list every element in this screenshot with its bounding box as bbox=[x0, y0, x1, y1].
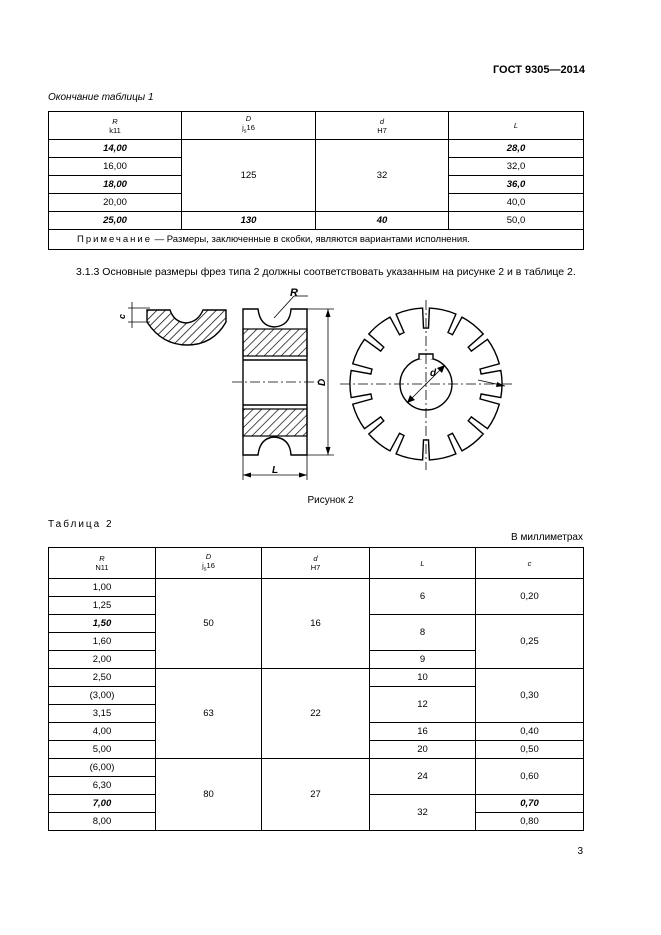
table2-header-row bbox=[49, 548, 584, 579]
table2-cell-r: 3,15 bbox=[49, 705, 156, 723]
table1-cell-l: 32,0 bbox=[449, 158, 584, 176]
table1-header-r: R k11 bbox=[49, 112, 182, 140]
table2-cell-l: 32 bbox=[370, 795, 476, 831]
label-c: c bbox=[117, 313, 127, 319]
table1-cell-l: 50,0 bbox=[449, 212, 584, 230]
table2-cell-c: 0,40 bbox=[476, 723, 584, 741]
table2-cell-r: (3,00) bbox=[49, 687, 156, 705]
table-2 bbox=[48, 547, 584, 831]
cutter-front-view bbox=[340, 300, 512, 470]
table1-cell-d: 40 bbox=[316, 212, 449, 230]
table1-cell-r: 16,00 bbox=[49, 158, 182, 176]
table1-cell-l: 28,0 bbox=[449, 140, 584, 158]
tooth-profile-detail bbox=[117, 302, 226, 345]
table1-cell-l: 36,0 bbox=[449, 176, 584, 194]
document-code: ГОСТ 9305—2014 bbox=[492, 64, 585, 76]
page-number: 3 bbox=[577, 846, 583, 857]
cutter-side-view bbox=[232, 287, 334, 480]
table2-cell-r: 1,60 bbox=[49, 633, 156, 651]
table1-header-d-outer: D $j_s16$ bbox=[182, 112, 316, 140]
table2-cell-l: 10 bbox=[370, 669, 476, 687]
table-row bbox=[49, 669, 584, 687]
table2-cell-d: 16 bbox=[262, 579, 370, 669]
label-d: d bbox=[430, 368, 437, 379]
table2-cell-c: 0,60 bbox=[476, 759, 584, 795]
table2-cell-r: 2,50 bbox=[49, 669, 156, 687]
figure-2-caption: Рисунок 2 bbox=[307, 495, 354, 506]
table2-cell-D: 80 bbox=[156, 759, 262, 831]
table1-cell-r: 14,00 bbox=[49, 140, 182, 158]
table2-cell-l: 12 bbox=[370, 687, 476, 723]
table1-cell-D: 130 bbox=[182, 212, 316, 230]
table1-caption: Окончание таблицы 1 bbox=[48, 92, 154, 103]
table2-cell-r: 7,00 bbox=[49, 795, 156, 813]
table1-cell-l: 40,0 bbox=[449, 194, 584, 212]
table-row bbox=[49, 579, 584, 597]
table2-cell-l: 8 bbox=[370, 615, 476, 651]
table2-header-c: c bbox=[476, 548, 584, 579]
table2-cell-c: 0,25 bbox=[476, 615, 584, 669]
table2-cell-r: 1,00 bbox=[49, 579, 156, 597]
table2-cell-l: 9 bbox=[370, 651, 476, 669]
table2-header-r: R N11 bbox=[49, 548, 156, 579]
table2-cell-r: 6,30 bbox=[49, 777, 156, 795]
table-row bbox=[49, 140, 584, 158]
table2-cell-l: 24 bbox=[370, 759, 476, 795]
table2-cell-r: 2,00 bbox=[49, 651, 156, 669]
table1-cell-r: 18,00 bbox=[49, 176, 182, 194]
table2-cell-c: 0,30 bbox=[476, 669, 584, 723]
table2-cell-d: 27 bbox=[262, 759, 370, 831]
table2-cell-D: 63 bbox=[156, 669, 262, 759]
table2-cell-r: 4,00 bbox=[49, 723, 156, 741]
paragraph-3-1-3: 3.1.3 Основные размеры фрез типа 2 должны соответствовать указанным на рисунке 2 и в таблице 2. bbox=[76, 266, 576, 278]
table2-cell-r: 1,25 bbox=[49, 597, 156, 615]
figure-2-drawing bbox=[100, 284, 520, 489]
table2-cell-r: 1,50 bbox=[49, 615, 156, 633]
table1-header-row bbox=[49, 112, 584, 140]
table2-cell-l: 6 bbox=[370, 579, 476, 615]
label-R: R bbox=[290, 287, 298, 299]
table2-title: Таблица 2 bbox=[48, 519, 114, 530]
table1-note-row bbox=[49, 230, 584, 250]
table1-header-d-inner: d H7 bbox=[316, 112, 449, 140]
table-row bbox=[49, 212, 584, 230]
table2-cell-r: 5,00 bbox=[49, 741, 156, 759]
table2-cell-D: 50 bbox=[156, 579, 262, 669]
table2-header-d-outer: D $j_s16$ bbox=[156, 548, 262, 579]
table2-cell-r: (6,00) bbox=[49, 759, 156, 777]
table2-header-l: L bbox=[370, 548, 476, 579]
table2-cell-r: 8,00 bbox=[49, 813, 156, 831]
table1-cell-r: 25,00 bbox=[49, 212, 182, 230]
table2-cell-c: 0,80 bbox=[476, 813, 584, 831]
table2-cell-c: 0,20 bbox=[476, 579, 584, 615]
table2-cell-d: 22 bbox=[262, 669, 370, 759]
table2-cell-l: 16 bbox=[370, 723, 476, 741]
label-D: D bbox=[317, 378, 328, 386]
table2-cell-l: 20 bbox=[370, 741, 476, 759]
table-1 bbox=[48, 111, 584, 250]
table1-cell-d: 32 bbox=[316, 140, 449, 212]
table-row bbox=[49, 759, 584, 777]
table1-cell-r: 20,00 bbox=[49, 194, 182, 212]
table2-cell-c: 0,50 bbox=[476, 741, 584, 759]
table2-cell-c: 0,70 bbox=[476, 795, 584, 813]
table1-cell-D: 125 bbox=[182, 140, 316, 212]
table2-header-d-inner: d H7 bbox=[262, 548, 370, 579]
table1-note: Примечание — Размеры, заключенные в скобки, являются вариантами исполнения. bbox=[49, 230, 584, 250]
label-L: L bbox=[272, 465, 279, 476]
table1-header-l: L bbox=[449, 112, 584, 140]
table2-units: В миллиметрах bbox=[511, 532, 583, 543]
